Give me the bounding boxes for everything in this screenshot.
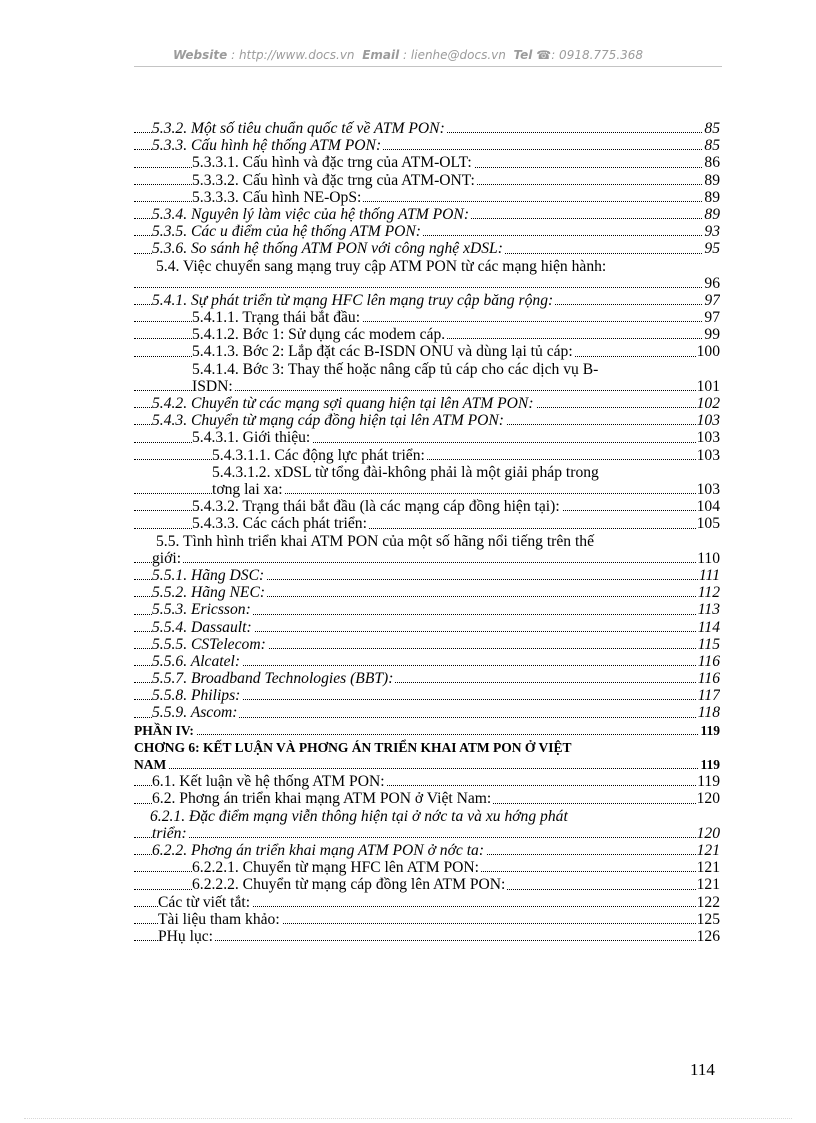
toc-entry[interactable]: PHẦN IV: 119: [134, 722, 720, 738]
toc-entry[interactable]: 5.5.4. Dassault: 114: [134, 619, 720, 636]
toc-entry[interactable]: 5.4.3.2. Trạng thái bắt đầu (là các mạng cáp đồng hiện tại): 104: [134, 498, 720, 515]
toc-entry[interactable]: 5.4.1.2. Bớc 1: Sử dụng các modem cáp. 99: [134, 326, 720, 343]
toc-entry[interactable]: 6.2.2.2. Chuyển từ mạng cáp đồng lên ATM PON: 121: [134, 876, 720, 893]
toc-entry[interactable]: 5.3.3.1. Cấu hình và đặc trng của ATM-OLT: 86: [134, 154, 720, 171]
toc-entry[interactable]: 6.2. Phơng án triển khai mạng ATM PON ở Việt Nam: 120: [134, 790, 720, 807]
toc-entry[interactable]: 5.4.1. Sự phát triển từ mạng HFC lên mạng truy cập băng rộng: 97: [134, 292, 720, 309]
toc-entry[interactable]: 5.4.3.1. Giới thiệu: 103: [134, 429, 720, 446]
toc-entry[interactable]: 5.5.9. Ascom: 118: [134, 704, 720, 721]
phone-icon: ☎: [536, 48, 552, 62]
toc-entry[interactable]: Các từ viết tắt: 122: [134, 894, 720, 911]
toc-entry[interactable]: 5.4.3.3. Các cách phát triển: 105: [134, 515, 720, 532]
toc-entry[interactable]: 5.4.1.1. Trạng thái bắt đầu: 97: [134, 309, 720, 326]
toc-entry[interactable]: 5.5.6. Alcatel: 116: [134, 653, 720, 670]
email-value[interactable]: : lienhe@docs.vn: [403, 48, 506, 62]
toc-entry[interactable]: PHụ lục: 126: [134, 928, 720, 945]
toc-entry[interactable]: 5.3.3.3. Cấu hình NE-OpS: 89: [134, 189, 720, 206]
tel-value: : 0918.775.368: [551, 48, 644, 62]
toc-entry-line[interactable]: 6.2.1. Đặc điểm mạng viễn thông hiện tại ở nớc ta và xu hớng phát: [150, 807, 568, 825]
toc-entry[interactable]: 5.3.2. Một số tiêu chuẩn quốc tế về ATM PON: 85: [134, 120, 720, 137]
toc-entry[interactable]: 5.3.3.2. Cấu hình và đặc trng của ATM-ONT: 89: [134, 172, 720, 189]
footer-divider: [24, 1118, 792, 1119]
toc-entry-line[interactable]: 5.4. Việc chuyển sang mạng truy cập ATM PON từ các mạng hiện hành:: [156, 257, 607, 275]
toc-entry[interactable]: 5.3.3. Cấu hình hệ thống ATM PON: 85: [134, 137, 720, 154]
toc-entry[interactable]: 6.2.2. Phơng án triển khai mạng ATM PON ở nớc ta: 121: [134, 842, 720, 859]
toc-entry[interactable]: tơng lai xa: 103: [134, 481, 720, 498]
toc-entry-line[interactable]: CHƠNG 6: KẾT LUẬN VÀ PHƠNG ÁN TRIỂN KHAI ATM PON Ở VIỆT: [134, 739, 572, 755]
toc-entry[interactable]: 5.3.6. So sánh hệ thống ATM PON với công nghệ xDSL: 95: [134, 240, 720, 257]
toc-entry[interactable]: 6.2.2.1. Chuyển từ mạng HFC lên ATM PON: 121: [134, 859, 720, 876]
toc-entry[interactable]: 96: [134, 275, 720, 292]
toc-entry[interactable]: 6.1. Kết luận về hệ thống ATM PON: 119: [134, 773, 720, 790]
toc-entry[interactable]: 5.5.8. Philips: 117: [134, 687, 720, 704]
toc-entry[interactable]: 5.4.2. Chuyển từ các mạng sợi quang hiện tại lên ATM PON: 102: [134, 395, 720, 412]
toc-entry[interactable]: triển: 120: [134, 825, 720, 842]
website-label: Website: [172, 48, 228, 62]
toc-entry[interactable]: ISDN: 101: [134, 378, 720, 395]
toc-entry[interactable]: 5.5.5. CSTelecom: 115: [134, 636, 720, 653]
toc-entry[interactable]: 5.4.3. Chuyển từ mạng cáp đồng hiện tại lên ATM PON: 103: [134, 412, 720, 429]
tel-label: Tel: [513, 48, 533, 62]
page-header: [0, 48, 816, 62]
page-number: 114: [690, 1060, 715, 1079]
toc-entry[interactable]: 5.5.3. Ericsson: 113: [134, 601, 720, 618]
table-of-contents: [134, 120, 720, 945]
toc-entry[interactable]: 5.4.3.1.1. Các động lực phát triển: 103: [134, 447, 720, 464]
toc-entry[interactable]: 5.5.2. Hãng NEC: 112: [134, 584, 720, 601]
header-divider: [134, 66, 722, 67]
toc-entry[interactable]: giới: 110: [134, 550, 720, 567]
toc-entry[interactable]: Tài liệu tham khảo: 125: [134, 911, 720, 928]
toc-entry-line[interactable]: 5.4.3.1.2. xDSL từ tổng đài-không phải là một giải pháp trong: [212, 463, 599, 481]
toc-entry-line[interactable]: 5.5. Tình hình triển khai ATM PON của một số hãng nổi tiếng trên thế: [156, 532, 595, 550]
website-value[interactable]: : http://www.docs.vn: [231, 48, 355, 62]
toc-entry[interactable]: 5.4.1.3. Bớc 2: Lắp đặt các B-ISDN ONU và dùng lại tủ cáp: 100: [134, 343, 720, 360]
toc-entry[interactable]: 5.5.7. Broadband Technologies (BBT): 116: [134, 670, 720, 687]
toc-entry-line[interactable]: 5.4.1.4. Bớc 3: Thay thế hoặc nâng cấp tủ cáp cho các dịch vụ B-: [192, 360, 599, 378]
toc-entry[interactable]: 5.5.1. Hãng DSC: 111: [134, 567, 720, 584]
email-label: Email: [362, 48, 400, 62]
toc-entry[interactable]: 5.3.4. Nguyên lý làm việc của hệ thống ATM PON: 89: [134, 206, 720, 223]
toc-entry[interactable]: NAM 119: [134, 757, 720, 773]
toc-entry[interactable]: 5.3.5. Các u điểm của hệ thống ATM PON: 93: [134, 223, 720, 240]
